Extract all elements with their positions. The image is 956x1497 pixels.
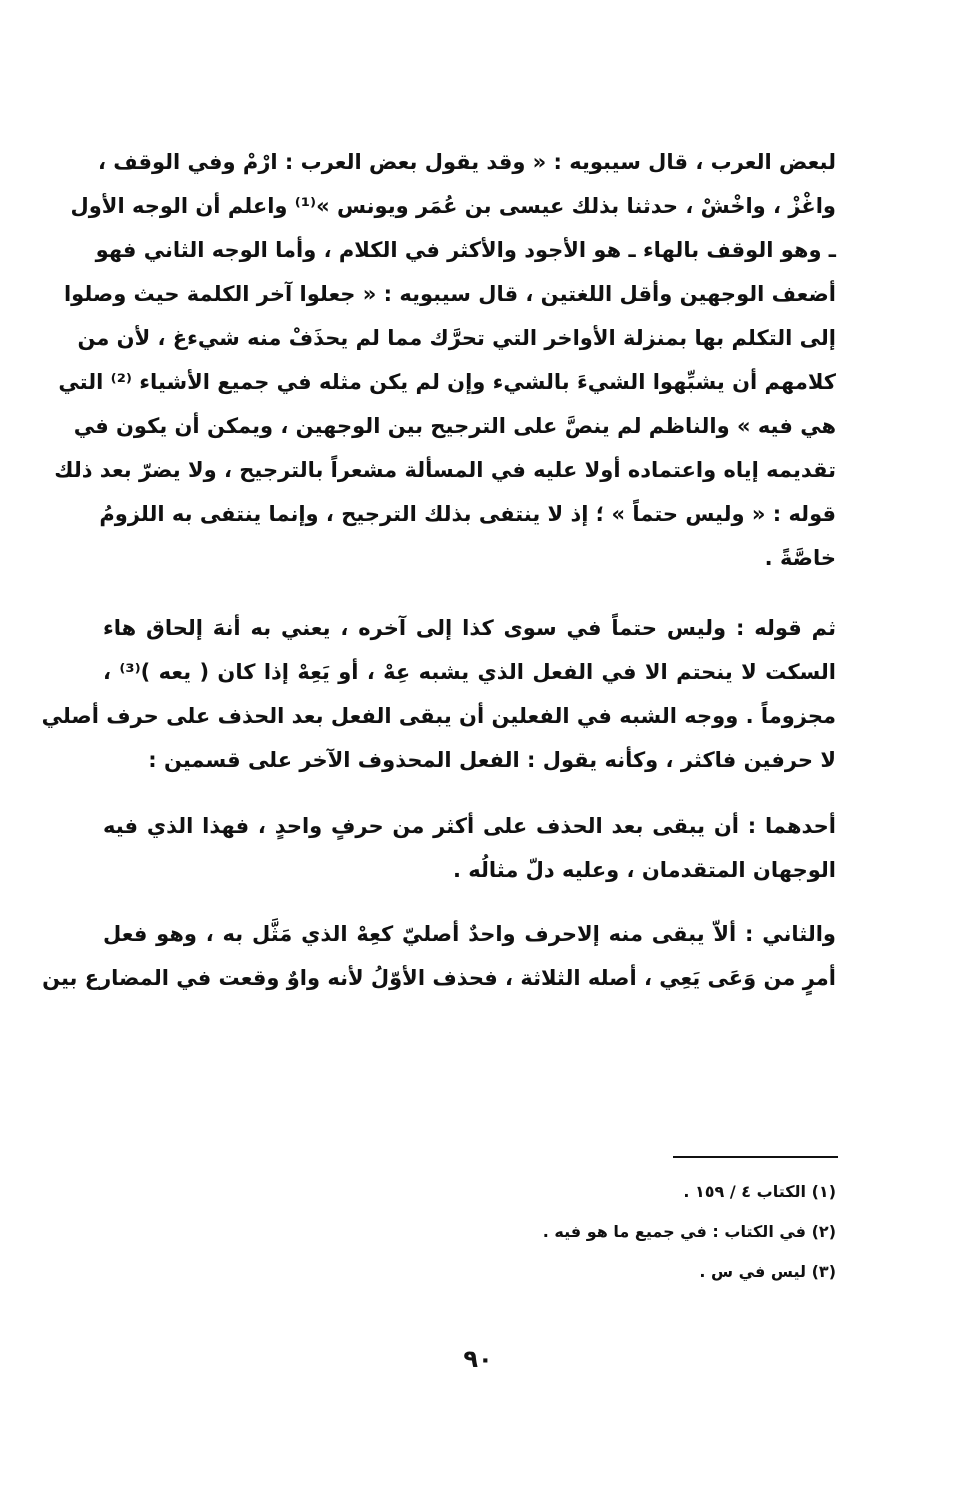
text-line: مجزوماً . ووجه الشبه في الفعلين أن يبقى الفعل بعد الحذف على حرف أصلي: [41, 704, 836, 728]
text-line: قوله : « وليس حتماً » ؛ إذ لا ينتفى بذلك الترجيح ، وإنما ينتفى به اللزومُ: [99, 502, 836, 526]
text-line: والثاني : ألاّ يبقى منه إلاحرف واحدٌ أصليّ كعِهْ الذي مَثَّل به ، وهو فعل: [103, 922, 836, 946]
text-line: كلامهم أن يشبِّهوا الشيءَ بالشيء وإن لم يكن مثله في جميع الأشياء ⁽²⁾ التي: [58, 370, 836, 394]
paragraph-1: [54, 140, 836, 580]
text-line: السكت لا ينحتم الا في الفعل الذي يشبه عِهْ ، أو يَعِهْ إذا كان ( يعه )⁽³⁾ ،: [103, 660, 836, 684]
text-line: أحدهما : أن يبقى بعد الحذف على أكثر من حرفٍ واحدٍ ، فهذا الذي فيه: [103, 814, 836, 838]
footnote-divider: [673, 1156, 838, 1158]
footnote-1: (١) الكتاب ٤ / ١٥٩ .: [683, 1182, 836, 1201]
text-line: تقديمه إياه واعتماده أولا عليه في المسألة مشعراً بالترجيح ، ولا يضرّ بعد ذلك: [54, 458, 836, 482]
main-text: [41, 140, 836, 1000]
footnote-2: (٢) في الكتاب : في جميع ما هو فيه .: [542, 1222, 836, 1241]
text-line: إلى التكلم بها بمنزلة الأواخر التي تحرَّك مما لم يحذَفْ منه شيءغ ، لأن من: [77, 326, 836, 350]
paragraph-4: [42, 912, 836, 1000]
text-line: ـ وهو الوقف بالهاء ـ هو الأجود والأكثر في الكلام ، وأما الوجه الثاني فهو: [95, 238, 836, 262]
text-line: أمرٍ من وَعَى يَعِي ، أصله الثلاثة ، فحذف الأوّلُ لأنه واوٌ وقعت في المضارع بين: [42, 966, 836, 990]
footnotes: [400, 1172, 836, 1292]
text-line: لبعض العرب ، قال سيبويه : « وقد يقول بعض العرب : ارْمْ وفي الوقف ،: [97, 150, 836, 174]
paragraph-3: [103, 804, 836, 892]
text-line: ثم قوله : وليس حتماً في سوى كذا إلى آخره ، يعني به أنهَ إلحاق هاء: [103, 616, 836, 640]
footnote-3: (٣) ليس في س .: [699, 1262, 836, 1281]
text-line: هي فيه » والناظم لم ينصَّ على الترجيح بين الوجهين ، ويمكن أن يكون في: [73, 414, 836, 438]
text-line: الوجهان المتقدمان ، وعليه دلّ مثالُه .: [452, 858, 836, 882]
text-line: لا حرفين فاكثر ، وكأنه يقول : الفعل المحذوف الآخر على قسمين :: [148, 748, 836, 772]
text-line: واغْزْ ، واخْشْ ، حدثنا بذلك عيسى بن عُمَر ويونس »⁽¹⁾ واعلم أن الوجه الأول: [70, 194, 836, 218]
text-line: خاصَّةً .: [764, 546, 836, 570]
text-line: أضعف الوجهين وأقل اللغتين ، قال سيبويه : « جعلوا آخر الكلمة حيث وصلوا: [63, 282, 836, 306]
page-number: ٩٠: [463, 1345, 493, 1373]
paragraph-2: [41, 606, 836, 782]
